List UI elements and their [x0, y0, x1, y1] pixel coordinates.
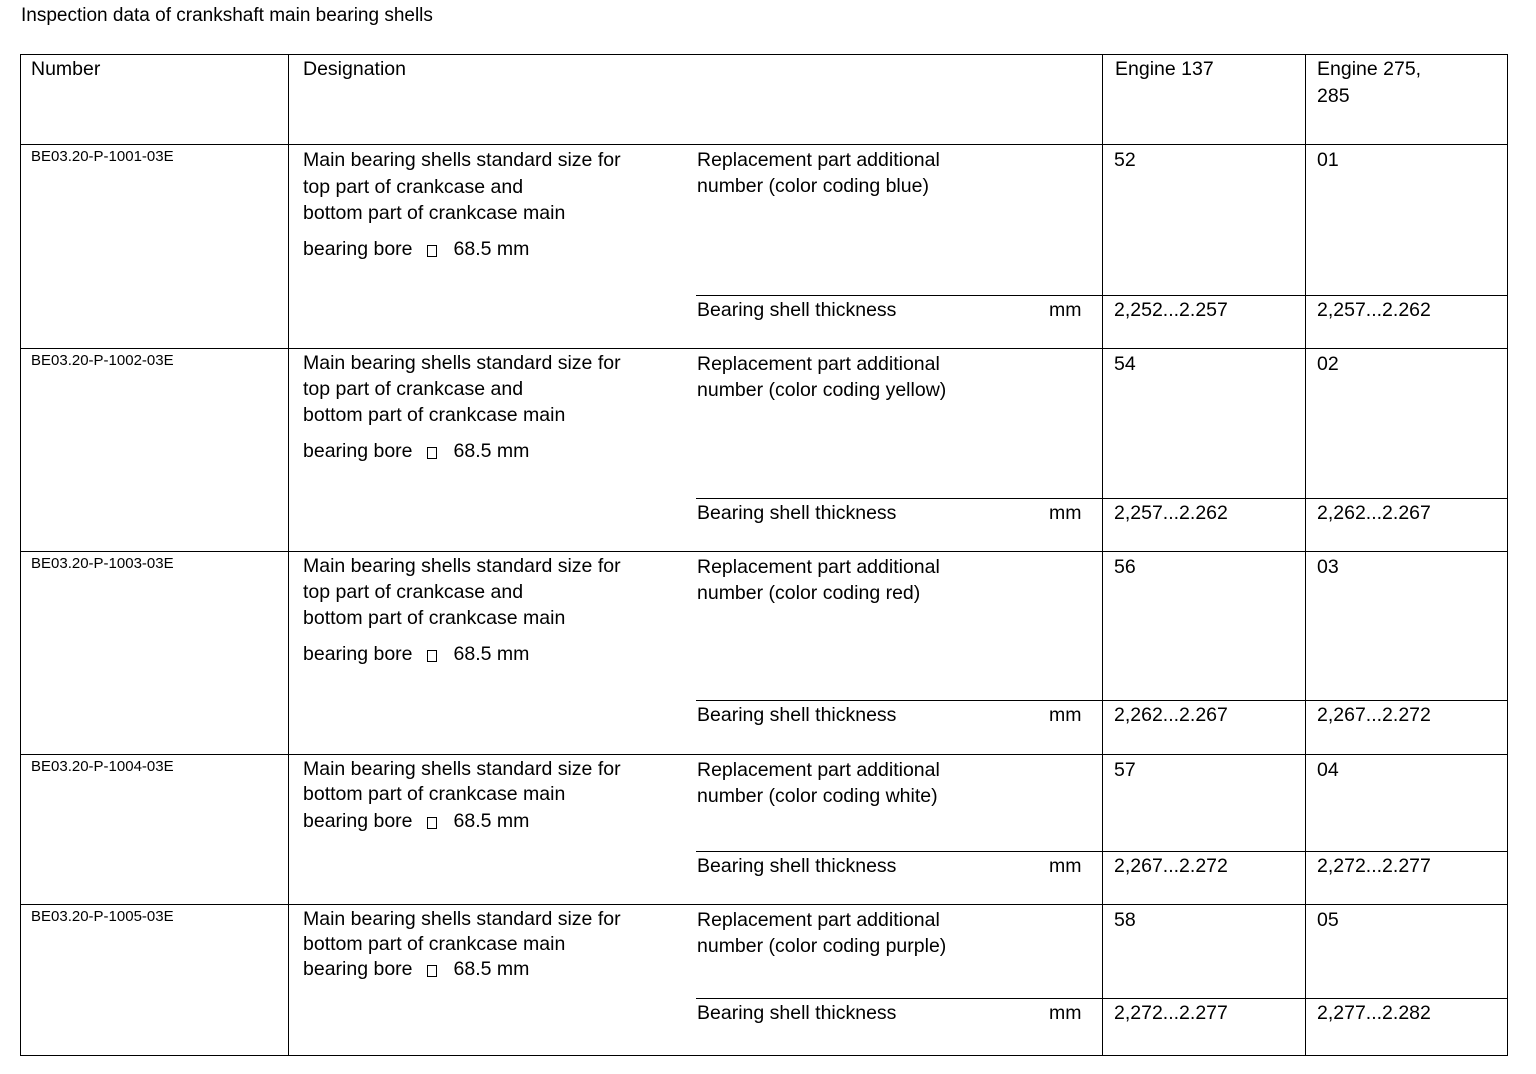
thickness-unit: mm: [1049, 299, 1082, 321]
replacement-part-text: Replacement part additional: [697, 909, 940, 931]
row-number: BE03.20-P-1003-03E: [31, 555, 174, 572]
designation-text: bearing bore: [303, 643, 413, 665]
header-engine-275-line2: 285: [1317, 85, 1350, 107]
row-number: BE03.20-P-1002-03E: [31, 352, 174, 369]
designation-text: bottom part of crankcase main: [303, 607, 566, 629]
designation-text: bearing bore: [303, 440, 413, 462]
engine-275-number: 05: [1317, 909, 1339, 931]
designation-text: bearing bore: [303, 238, 413, 260]
replacement-part-text: Replacement part additional: [697, 149, 940, 171]
sub-row-divider: [696, 700, 1508, 701]
thickness-unit: mm: [1049, 1002, 1082, 1024]
sub-row-divider: [696, 851, 1508, 852]
thickness-label: Bearing shell thickness: [697, 502, 897, 524]
designation-text: bottom part of crankcase main: [303, 404, 566, 426]
designation-text: Main bearing shells standard size for: [303, 555, 621, 577]
thickness-engine-137: 2,252...2.257: [1114, 299, 1228, 321]
sub-row-divider: [696, 498, 1508, 499]
bearing-bore-line: [303, 956, 529, 982]
column-divider: [288, 54, 289, 1056]
header-engine-275: Engine 275,: [1317, 58, 1422, 80]
thickness-engine-275: 2,262...2.267: [1317, 502, 1431, 524]
row-divider: [20, 754, 1508, 755]
thickness-unit: mm: [1049, 855, 1082, 877]
engine-137-number: 57: [1114, 759, 1136, 781]
diameter-symbol-icon: [427, 650, 437, 662]
row-number: BE03.20-P-1005-03E: [31, 908, 174, 925]
replacement-part-text: Replacement part additional: [697, 759, 940, 781]
bearing-bore-line: [303, 236, 529, 262]
designation-text: bottom part of crankcase main: [303, 783, 566, 805]
designation-text: bottom part of crankcase main: [303, 202, 566, 224]
thickness-engine-137: 2,272...2.277: [1114, 1002, 1228, 1024]
thickness-unit: mm: [1049, 704, 1082, 726]
engine-137-number: 52: [1114, 149, 1136, 171]
diameter-symbol-icon: [427, 245, 437, 257]
thickness-engine-275: 2,272...2.277: [1317, 855, 1431, 877]
row-number: BE03.20-P-1004-03E: [31, 758, 174, 775]
column-divider: [1102, 54, 1103, 1056]
header-designation: Designation: [303, 58, 406, 80]
bore-value: 68.5 mm: [453, 643, 530, 665]
thickness-label: Bearing shell thickness: [697, 299, 897, 321]
thickness-unit: mm: [1049, 502, 1082, 524]
replacement-part-text: number (color coding white): [697, 785, 938, 807]
designation-text: bottom part of crankcase main: [303, 933, 566, 955]
column-divider: [1305, 54, 1306, 1056]
replacement-part-text: number (color coding blue): [697, 175, 929, 197]
designation-text: top part of crankcase and: [303, 581, 524, 603]
thickness-engine-275: 2,277...2.282: [1317, 1002, 1431, 1024]
bore-value: 68.5 mm: [453, 810, 530, 832]
sub-row-divider: [696, 295, 1508, 296]
bore-value: 68.5 mm: [453, 958, 530, 980]
engine-137-number: 58: [1114, 909, 1136, 931]
thickness-engine-137: 2,257...2.262: [1114, 502, 1228, 524]
sub-row-divider: [696, 998, 1508, 999]
bore-value: 68.5 mm: [453, 440, 530, 462]
engine-137-number: 54: [1114, 353, 1136, 375]
bearing-bore-line: [303, 641, 529, 667]
designation-text: Main bearing shells standard size for: [303, 149, 621, 171]
bearing-bore-line: [303, 808, 529, 834]
thickness-label: Bearing shell thickness: [697, 1002, 897, 1024]
designation-text: bearing bore: [303, 810, 413, 832]
row-divider: [20, 348, 1508, 349]
replacement-part-text: number (color coding purple): [697, 935, 947, 957]
engine-275-number: 04: [1317, 759, 1339, 781]
header-number: Number: [31, 58, 101, 80]
bearing-bore-line: [303, 438, 529, 464]
thickness-engine-275: 2,257...2.262: [1317, 299, 1431, 321]
designation-text: top part of crankcase and: [303, 176, 524, 198]
replacement-part-text: Replacement part additional: [697, 556, 940, 578]
header-engine-137: Engine 137: [1115, 58, 1214, 80]
bore-value: 68.5 mm: [453, 238, 530, 260]
replacement-part-text: number (color coding yellow): [697, 379, 947, 401]
designation-text: Main bearing shells standard size for: [303, 758, 621, 780]
designation-text: Main bearing shells standard size for: [303, 908, 621, 930]
row-divider: [20, 904, 1508, 905]
diameter-symbol-icon: [427, 817, 437, 829]
thickness-label: Bearing shell thickness: [697, 855, 897, 877]
replacement-part-text: number (color coding red): [697, 582, 921, 604]
designation-text: bearing bore: [303, 958, 413, 980]
thickness-engine-275: 2,267...2.272: [1317, 704, 1431, 726]
page-title: Inspection data of crankshaft main bearing shells: [21, 5, 433, 26]
row-divider: [20, 551, 1508, 552]
thickness-engine-137: 2,262...2.267: [1114, 704, 1228, 726]
row-number: BE03.20-P-1001-03E: [31, 148, 174, 165]
engine-275-number: 02: [1317, 353, 1339, 375]
thickness-label: Bearing shell thickness: [697, 704, 897, 726]
designation-text: top part of crankcase and: [303, 378, 524, 400]
designation-text: Main bearing shells standard size for: [303, 352, 621, 374]
engine-137-number: 56: [1114, 556, 1136, 578]
diameter-symbol-icon: [427, 965, 437, 977]
engine-275-number: 03: [1317, 556, 1339, 578]
replacement-part-text: Replacement part additional: [697, 353, 940, 375]
engine-275-number: 01: [1317, 149, 1339, 171]
thickness-engine-137: 2,267...2.272: [1114, 855, 1228, 877]
diameter-symbol-icon: [427, 447, 437, 459]
row-divider: [20, 144, 1508, 145]
